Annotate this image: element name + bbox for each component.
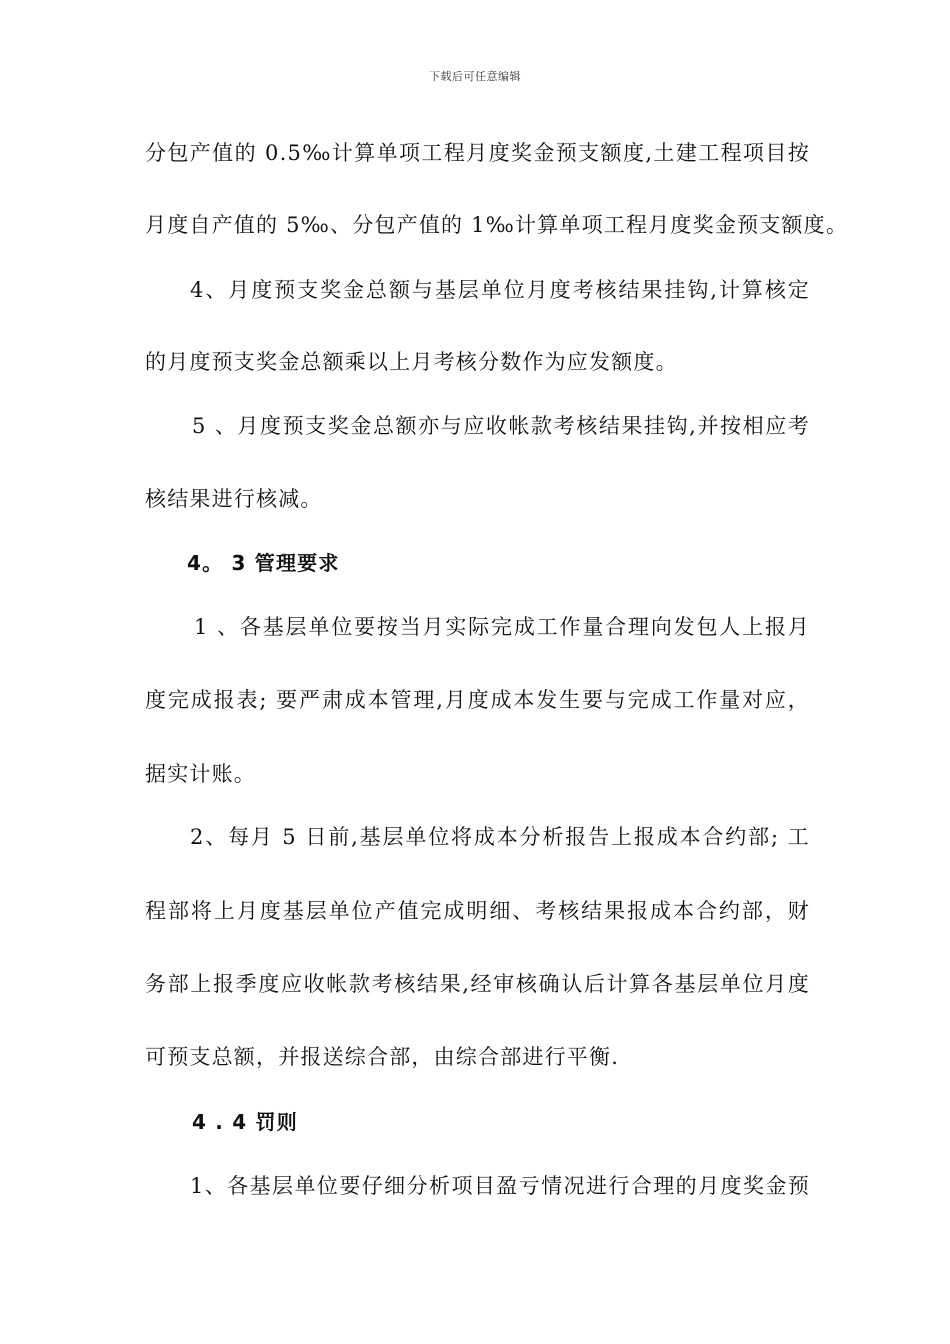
body-text-line: 务部上报季度应收帐款考核结果,经审核确认后计算各基层单位月度 [145, 972, 810, 996]
body-text-line: 4、月度预支奖金总额与基层单位月度考核结果挂钩,计算核定 [190, 278, 810, 302]
page-header: 下载后可任意编辑 [429, 70, 521, 83]
body-text-line: 的月度预支奖金总额乘以上月考核分数作为应发额度。 [145, 350, 678, 374]
body-text-line: 月度自产值的 5‰、分包产值的 1‰计算单项工程月度奖金预支额度。 [145, 213, 849, 237]
body-text-line: 度完成报表; 要严肃成本管理,月度成本发生要与完成工作量对应， [145, 688, 810, 712]
body-text-line: 1、各基层单位要仔细分析项目盈亏情况进行合理的月度奖金预 [190, 1174, 810, 1198]
body-text-line: 程部将上月度基层单位产值完成明细、考核结果报成本合约部，财 [145, 899, 810, 923]
body-text-line: 2、每月 5 日前,基层单位将成本分析报告上报成本合约部; 工 [190, 825, 810, 849]
section-heading-4-4: 4 . 4 罚则 [192, 1110, 298, 1134]
body-text-line: 可预支总额，并报送综合部，由综合部进行平衡. [145, 1045, 620, 1069]
body-text-line: 5 、月度预支奖金总额亦与应收帐款考核结果挂钩,并按相应考 [192, 414, 810, 438]
body-text-line: 核结果进行核减。 [145, 487, 323, 511]
body-text-line: 分包产值的 0.5‰计算单项工程月度奖金预支额度,土建工程项目按 [145, 141, 810, 165]
section-heading-4-3: 4。 3 管理要求 [187, 551, 340, 575]
body-text-line: 据实计账。 [145, 762, 256, 786]
body-text-line: 1 、各基层单位要按当月实际完成工作量合理向发包人上报月 [194, 615, 810, 639]
